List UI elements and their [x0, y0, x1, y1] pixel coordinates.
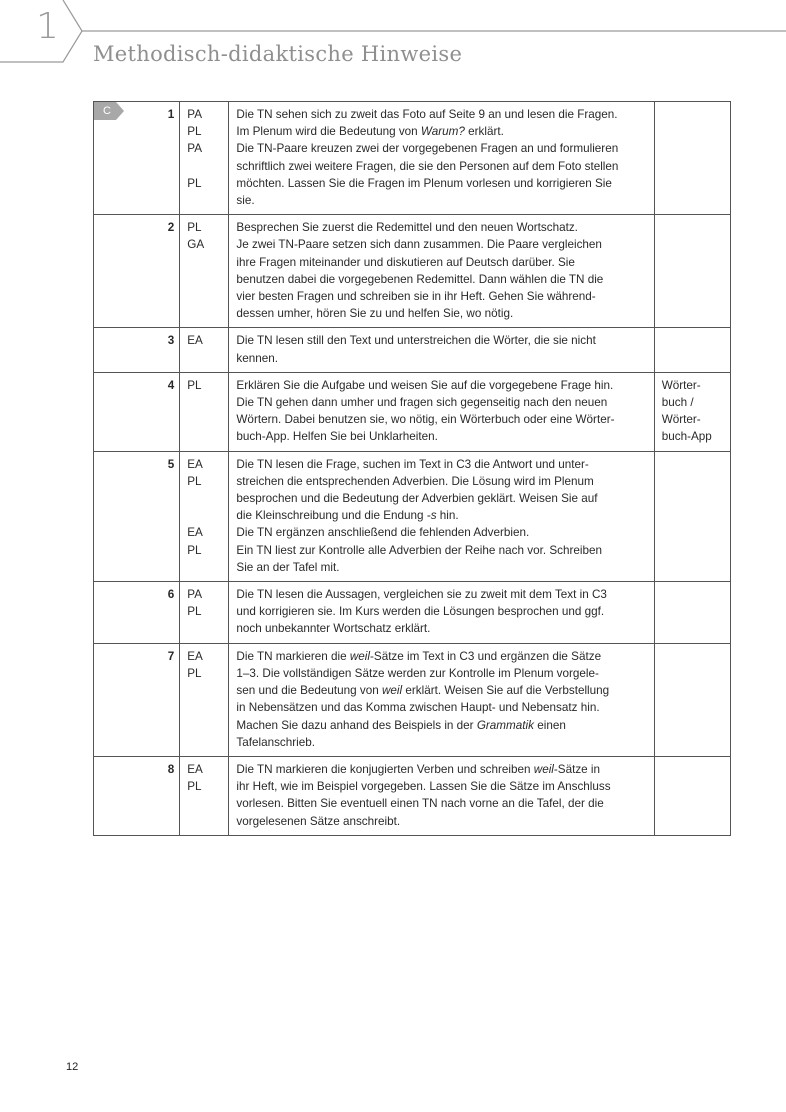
- instruction-text: Die TN lesen die Frage, suchen im Text in C3 die Antwort und unter-: [236, 457, 589, 471]
- instruction-text: kennen.: [236, 351, 278, 365]
- instruction-text: streichen die entsprechenden Adverbien. Die Lösung wird im Plenum: [236, 474, 594, 488]
- instruction-line: [236, 813, 648, 830]
- instruction-line: [236, 394, 648, 411]
- instruction-cell: [229, 643, 654, 756]
- table-row: [94, 328, 731, 372]
- social-form-cell: [180, 582, 229, 644]
- social-form-label: PL: [187, 125, 202, 139]
- lesson-steps-table: [93, 101, 731, 836]
- social-form-label: EA: [187, 457, 203, 471]
- media-cell: [654, 215, 730, 328]
- media-label: buch /: [661, 396, 694, 410]
- social-form-label: PL: [187, 474, 202, 488]
- social-form-spacer: [187, 490, 223, 507]
- instruction-text: erklärt. Weisen Sie auf die Verbstellung: [402, 684, 610, 698]
- step-number: 8: [167, 762, 175, 776]
- media-cell: [654, 372, 730, 451]
- social-form-label: PA: [187, 108, 202, 121]
- social-form-label: PL: [187, 221, 202, 235]
- instruction-emphasis: weil: [533, 762, 554, 776]
- step-number-cell: [94, 372, 180, 451]
- instruction-text: dessen umher, hören Sie zu und helfen Sie, wo nötig.: [236, 307, 514, 321]
- step-number: 1: [167, 108, 175, 121]
- instruction-text: die Kleinschreibung und die Endung: [236, 509, 427, 523]
- social-form-label: PL: [187, 605, 202, 619]
- instruction-emphasis: weil: [349, 649, 370, 663]
- instruction-line: [236, 350, 648, 367]
- instruction-cell: [229, 102, 654, 215]
- instruction-line: [236, 717, 648, 734]
- instruction-text: hin.: [436, 509, 459, 523]
- step-number: 3: [167, 334, 175, 348]
- instruction-line: [236, 140, 648, 157]
- social-form-label: EA: [187, 762, 203, 776]
- instruction-text: Wörtern. Dabei benutzen sie, wo nötig, ein Wörterbuch oder eine Wörter-: [236, 413, 615, 427]
- media-label: buch-App: [661, 430, 712, 444]
- instruction-line: [236, 288, 648, 305]
- instruction-cell: [229, 756, 654, 835]
- instruction-line: [236, 524, 648, 541]
- instruction-text: -Sätze im Text in C3 und ergänzen die Sätze: [370, 649, 602, 663]
- instruction-line: [236, 778, 648, 795]
- instruction-cell: [229, 582, 654, 644]
- instruction-text: vorgelesenen Sätze anschreibt.: [236, 814, 401, 828]
- instruction-cell: [229, 215, 654, 328]
- instruction-text: erklärt.: [464, 125, 504, 139]
- instruction-line: [236, 665, 648, 682]
- step-number: 6: [167, 588, 175, 602]
- social-form-cell: [180, 102, 229, 215]
- instruction-text: einen: [533, 718, 566, 732]
- instruction-text: in Nebensätzen und das Komma zwischen Haupt- und Nebensatz hin.: [236, 701, 600, 715]
- instruction-line: [236, 428, 648, 445]
- instruction-text: Die TN lesen die Aussagen, vergleichen sie zu zweit mit dem Text in C3: [236, 588, 607, 602]
- instruction-line: [236, 559, 648, 576]
- instruction-text: Je zwei TN-Paare setzen sich dann zusammen. Die Paare vergleichen: [236, 238, 602, 252]
- table-row: [94, 643, 731, 756]
- social-form-label: GA: [187, 238, 205, 252]
- media-cell: [654, 643, 730, 756]
- instruction-text: Ein TN liest zur Kontrolle alle Adverbien der Reihe nach vor. Schreiben: [236, 543, 602, 557]
- instruction-line: [236, 795, 648, 812]
- instruction-line: [236, 586, 648, 603]
- section-badge: [94, 102, 124, 120]
- instruction-line: [236, 192, 648, 209]
- instruction-line: [236, 490, 648, 507]
- page-number: 12: [66, 1061, 79, 1073]
- instruction-text: Die TN lesen still den Text und unterstreichen die Wörter, die sie nicht: [236, 334, 596, 348]
- instruction-line: [236, 377, 648, 394]
- section-badge-label: C: [103, 105, 111, 117]
- table-row: [94, 215, 731, 328]
- table-row: [94, 102, 731, 215]
- instruction-text: Die TN markieren die: [236, 649, 350, 663]
- social-form-label: EA: [187, 334, 203, 348]
- social-form-spacer: [187, 158, 223, 175]
- step-number: 5: [167, 457, 175, 471]
- step-number-cell: [94, 451, 180, 581]
- instruction-line: [236, 236, 648, 253]
- instruction-line: [236, 699, 648, 716]
- instruction-line: [236, 682, 648, 699]
- step-number-cell: [94, 582, 180, 644]
- instruction-text: und korrigieren sie. Im Kurs werden die Lösungen besprochen und ggf.: [236, 605, 605, 619]
- table-row: [94, 756, 731, 835]
- instruction-text: schriftlich zwei weitere Fragen, die sie den Personen auf dem Foto stellen: [236, 159, 619, 173]
- social-form-label: PL: [187, 176, 202, 190]
- instruction-line: [236, 411, 648, 428]
- social-form-cell: [180, 643, 229, 756]
- table-row: [94, 372, 731, 451]
- social-form-cell: [180, 372, 229, 451]
- chapter-number: 1: [36, 6, 59, 47]
- instruction-line: [236, 123, 648, 140]
- instruction-text: Sie an der Tafel mit.: [236, 560, 340, 574]
- step-number: 4: [167, 378, 175, 392]
- instruction-line: [236, 507, 648, 524]
- social-form-label: PA: [187, 142, 202, 156]
- instruction-text: möchten. Lassen Sie die Fragen im Plenum vorlesen und korrigieren Sie: [236, 176, 612, 190]
- instruction-line: [236, 219, 648, 236]
- instruction-text: Die TN gehen dann umher und fragen sich gegenseitig nach den neuen: [236, 396, 608, 410]
- instruction-text: besprochen und die Bedeutung der Adverbien geklärt. Weisen Sie auf: [236, 492, 598, 506]
- instruction-emphasis: Warum?: [420, 125, 465, 139]
- instruction-line: [236, 620, 648, 637]
- media-cell: [654, 451, 730, 581]
- instruction-line: [236, 158, 648, 175]
- instruction-text: -Sätze in: [553, 762, 601, 776]
- instruction-emphasis: Grammatik: [476, 718, 534, 732]
- table-row: [94, 451, 731, 581]
- social-form-cell: [180, 328, 229, 372]
- social-form-cell: [180, 451, 229, 581]
- instruction-cell: [229, 328, 654, 372]
- instruction-text: Besprechen Sie zuerst die Redemittel und den neuen Wortschatz.: [236, 221, 578, 235]
- media-cell: [654, 756, 730, 835]
- instruction-line: [236, 305, 648, 322]
- social-form-label: EA: [187, 526, 203, 540]
- table-row: [94, 582, 731, 644]
- instruction-line: [236, 332, 648, 349]
- instruction-cell: [229, 451, 654, 581]
- step-number-cell: [94, 756, 180, 835]
- media-cell: [654, 328, 730, 372]
- media-label: Wörter-: [661, 378, 701, 392]
- social-form-label: PA: [187, 588, 202, 602]
- instruction-line: [236, 473, 648, 490]
- instruction-text: ihr Heft, wie im Beispiel vorgegeben. Lassen Sie die Sätze im Anschluss: [236, 780, 611, 794]
- instruction-line: [236, 734, 648, 751]
- instruction-line: [236, 761, 648, 778]
- instruction-text: Die TN ergänzen anschließend die fehlenden Adverbien.: [236, 526, 530, 540]
- instruction-line: [236, 542, 648, 559]
- instruction-text: benutzen dabei die vorgegebenen Redemittel. Dann wählen die TN die: [236, 272, 604, 286]
- media-label: Wörter-: [661, 413, 701, 427]
- social-form-label: PL: [187, 378, 202, 392]
- step-number-cell: [94, 102, 180, 215]
- instruction-text: Die TN markieren die konjugierten Verben und schreiben: [236, 762, 534, 776]
- instruction-emphasis: weil: [381, 684, 403, 698]
- instruction-line: [236, 271, 648, 288]
- social-form-cell: [180, 215, 229, 328]
- instruction-text: noch unbekannter Wortschatz erklärt.: [236, 622, 431, 636]
- social-form-label: PL: [187, 666, 202, 680]
- instruction-text: Tafelanschrieb.: [236, 735, 316, 749]
- social-form-cell: [180, 756, 229, 835]
- instruction-text: Die TN-Paare kreuzen zwei der vorgegebenen Fragen an und formulieren: [236, 142, 619, 156]
- instruction-line: [236, 175, 648, 192]
- instruction-text: buch-App. Helfen Sie bei Unklarheiten.: [236, 430, 438, 444]
- step-number: 7: [167, 649, 175, 663]
- social-form-label: PL: [187, 780, 202, 794]
- step-number-cell: [94, 328, 180, 372]
- social-form-spacer: [187, 507, 223, 524]
- instruction-line: [236, 254, 648, 271]
- step-number-cell: [94, 643, 180, 756]
- instruction-text: ihre Fragen miteinander und diskutieren auf Deutsch darüber. Sie: [236, 255, 575, 269]
- instruction-line: [236, 456, 648, 473]
- instruction-text: Machen Sie dazu anhand des Beispiels in der: [236, 718, 477, 732]
- social-form-label: PL: [187, 543, 202, 557]
- instruction-emphasis: -s: [426, 509, 437, 523]
- instruction-text: vier besten Fragen und schreiben sie in ihr Heft. Gehen Sie während-: [236, 290, 596, 304]
- instruction-cell: [229, 372, 654, 451]
- instruction-text: vorlesen. Bitten Sie eventuell einen TN nach vorne an die Tafel, der die: [236, 797, 604, 811]
- instruction-text: Im Plenum wird die Bedeutung von: [236, 125, 421, 139]
- page-title: Methodisch-didaktische Hinweise: [93, 42, 463, 66]
- social-form-label: EA: [187, 649, 203, 663]
- instruction-text: 1–3. Die vollständigen Sätze werden zur Kontrolle im Plenum vorgele-: [236, 666, 599, 680]
- instruction-line: [236, 603, 648, 620]
- instruction-text: sie.: [236, 194, 255, 208]
- instruction-text: sen und die Bedeutung von: [236, 684, 382, 698]
- media-cell: [654, 582, 730, 644]
- media-cell: [654, 102, 730, 215]
- instruction-line: [236, 648, 648, 665]
- instruction-line: [236, 106, 648, 123]
- step-number: 2: [167, 221, 175, 235]
- instruction-text: Die TN sehen sich zu zweit das Foto auf Seite 9 an und lesen die Fragen.: [236, 108, 618, 121]
- instruction-text: Erklären Sie die Aufgabe und weisen Sie auf die vorgegebene Frage hin.: [236, 378, 614, 392]
- step-number-cell: [94, 215, 180, 328]
